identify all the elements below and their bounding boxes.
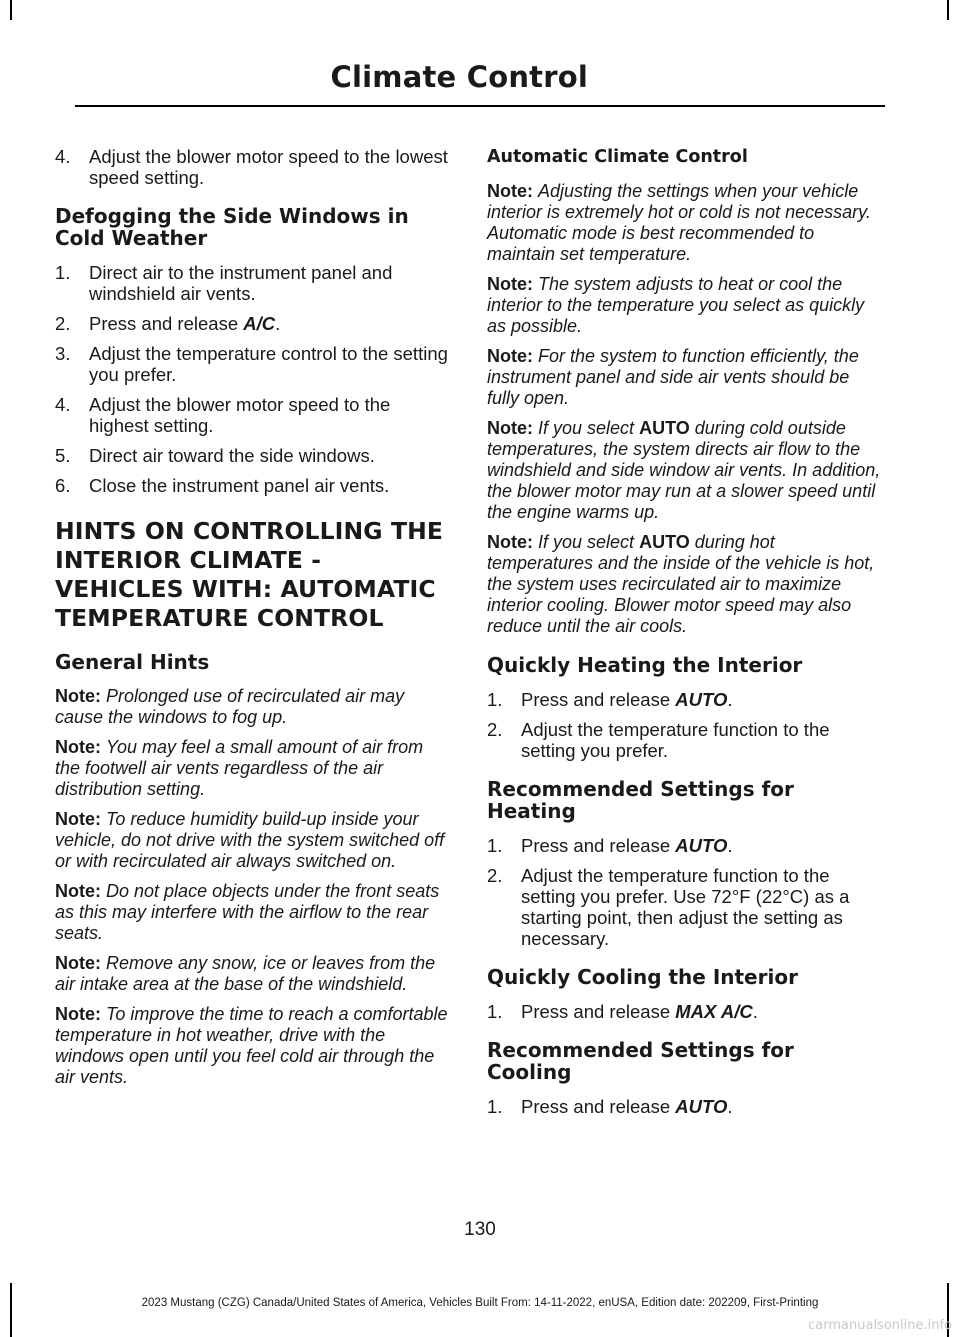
list-item: 2. Adjust the temperature function to the setting you prefer. Use 72°F (22°C) as a starting point, then adjust the setting as necessary. xyxy=(487,865,850,949)
control-label: A/C xyxy=(243,313,276,334)
list-item: 1. Press and release AUTO. xyxy=(487,689,733,710)
note-paragraph: Note: Prolonged use of recirculated air may cause the windows to fog up. xyxy=(55,686,405,727)
page-title: Climate Control xyxy=(330,60,588,94)
note-paragraph: Note: To improve the time to reach a comfortable temperature in hot weather, drive with the windows open until you feel cold air through the air vents. xyxy=(55,1004,448,1087)
list-item: 1. Press and release MAX A/C. xyxy=(487,1001,758,1022)
left-column xyxy=(55,146,452,1097)
list-item: 2. Adjust the temperature function to the setting you prefer. xyxy=(487,719,830,761)
note-paragraph: Note: Adjusting the settings when your vehicle interior is extremely hot or cold is not necessary. Automatic mode is best recommended to maintain set temperature. xyxy=(487,181,871,264)
chapter-heading-hints: HINTS ON CONTROLLING THE INTERIOR CLIMATE - VEHICLES WITH: AUTOMATIC TEMPERATURE CONTROL xyxy=(55,517,444,632)
control-label: MAX A/C xyxy=(675,1001,753,1022)
list-item: 2. Press and release A/C. xyxy=(55,313,281,334)
control-label: AUTO xyxy=(675,689,728,710)
section-heading-defogging: Defogging the Side Windows in Cold Weather xyxy=(55,204,409,250)
list-item: 5. Direct air toward the side windows. xyxy=(55,445,375,466)
list-item: 3. Adjust the temperature control to the setting you prefer. xyxy=(55,343,448,385)
note-paragraph: Note: If you select AUTO during hot temperatures and the inside of the vehicle is hot, the system uses recirculated air to maximize interior cooling. Blower motor speed may also reduce until the air cools. xyxy=(487,532,875,636)
header-rule xyxy=(75,105,885,107)
section-heading-quick-heating: Quickly Heating the Interior xyxy=(487,653,803,677)
crop-mark-top-left xyxy=(10,0,12,20)
note-paragraph: Note: Do not place objects under the front seats as this may interfere with the airflow to the rear seats. xyxy=(55,881,440,943)
note-paragraph: Note: For the system to function efficiently, the instrument panel and side air vents should be fully open. xyxy=(487,346,859,408)
crop-mark-top-right xyxy=(947,0,949,20)
section-heading-automatic-climate: Automatic Climate Control xyxy=(487,147,748,167)
footer-edition-info: 2023 Mustang (CZG) Canada/United States of America, Vehicles Built From: 14-11-2022, enUSA, Edition date: 202209, First-Printing xyxy=(141,1297,819,1309)
list-item: 1. Direct air to the instrument panel and windshield air vents. xyxy=(55,262,393,304)
control-label: AUTO xyxy=(675,1096,728,1117)
list-item: 6. Close the instrument panel air vents. xyxy=(55,475,390,496)
list-item: 1. Press and release AUTO. xyxy=(487,835,733,856)
control-label: AUTO xyxy=(639,418,690,438)
section-heading-recommended-cooling: Recommended Settings for Cooling xyxy=(487,1038,794,1084)
section-heading-quick-cooling: Quickly Cooling the Interior xyxy=(487,965,798,989)
list-item: 4. Adjust the blower motor speed to the highest setting. xyxy=(55,394,391,436)
note-paragraph: Note: To reduce humidity build-up inside your vehicle, do not drive with the system switched off or with recirculated air always switched on. xyxy=(55,809,445,871)
control-label: AUTO xyxy=(675,835,728,856)
note-paragraph: Note: If you select AUTO during cold outside temperatures, the system directs air flow to the windshield and side window air vents. In addition, the blower motor may run at a slower speed until the engine warms up. xyxy=(487,418,881,522)
section-heading-general-hints: General Hints xyxy=(55,650,210,674)
note-paragraph: Note: You may feel a small amount of air from the footwell air vents regardless of the air distribution setting. xyxy=(55,737,424,799)
list-item: 1. Press and release AUTO. xyxy=(487,1096,733,1117)
crop-mark-bottom-left xyxy=(10,1283,12,1337)
section-heading-recommended-heating: Recommended Settings for Heating xyxy=(487,777,794,823)
right-column xyxy=(487,146,884,1126)
note-paragraph: Note: The system adjusts to heat or cool the interior to the temperature you select as quickly as possible. xyxy=(487,274,865,336)
watermark: carmanualsonline.info xyxy=(808,1318,952,1333)
list-item: 4. Adjust the blower motor speed to the lowest speed setting. xyxy=(55,146,448,188)
note-paragraph: Note: Remove any snow, ice or leaves from the air intake area at the base of the windshield. xyxy=(55,953,436,994)
control-label: AUTO xyxy=(639,532,690,552)
page-number: 130 xyxy=(464,1219,496,1240)
